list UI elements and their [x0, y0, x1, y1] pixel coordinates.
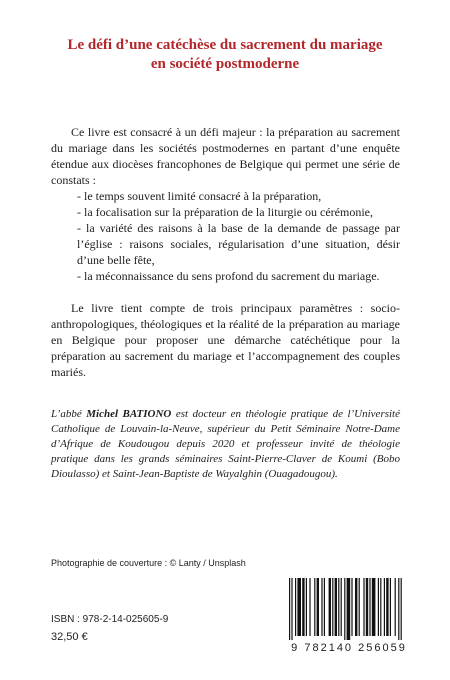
- barcode-bar: [314, 578, 315, 636]
- summary-paragraph-2: Le livre tient compte de trois principaux paramètres : socio-anthropologiques, théologiques et la réalité de la préparation au mariage en Belgique pour proposer une démarche catéchétique pour la préparation au sacrement du mariage et l’accompagnement des couples mariés.: [51, 301, 400, 379]
- book-title-line-1: Le défi d’une catéchèse du sacrement du mariage: [67, 37, 383, 53]
- barcode-bar: [369, 578, 370, 636]
- author-bio: [51, 407, 400, 482]
- book-title-line-2: en société postmoderne: [150, 56, 300, 72]
- barcode-bar: [372, 578, 376, 636]
- barcode-bar: [344, 578, 345, 640]
- barcode-bar: [321, 578, 322, 636]
- findings-list: [51, 188, 400, 284]
- barcode-bar: [338, 578, 339, 636]
- barcode-bar: [309, 578, 310, 636]
- summary-paragraph-1: Ce livre est consacré à un défi majeur : la préparation au sacrement du mariage dans les sociétés postmodernes en partant d’une enquête étendue aux diocèses francophones de Belgique qui permet une série de constats :: [51, 125, 400, 187]
- photo-credit: Photographie de couverture : © Lanty / Unsplash: [51, 558, 246, 568]
- isbn-label: ISBN : 978-2-14-025605-9: [51, 614, 169, 625]
- barcode-bar: [398, 578, 399, 640]
- book-summary: [51, 124, 400, 380]
- finding-item: - la méconnaissance du sens profond du sacrement du mariage.: [77, 269, 380, 283]
- barcode-bar: [378, 578, 379, 636]
- finding-item: - la focalisation sur la préparation de la liturgie ou cérémonie,: [77, 205, 373, 219]
- barcode-bar: [324, 578, 325, 636]
- author-bio-text: est docteur en théologie pratique de l’Université Catholique de Louvain-la-Neuve, supérieur du Petit Séminaire Notre-Dame d’Afrique de Koudougou depuis 2020 et professeur invité de théologie pratique dans les grands séminaires Saint-Pierre-Claver de Koumi (Bobo Dioulasso) et Saint-Jean-Baptiste de Wayalghin (Ouagadougou).: [51, 408, 400, 480]
- barcode-bar: [386, 578, 388, 636]
- barcode-bar: [380, 578, 381, 636]
- barcode-bar: [351, 578, 352, 636]
- barcode-bar: [401, 578, 402, 640]
- barcode-bar: [302, 578, 304, 636]
- book-title: [20, 36, 430, 74]
- barcode-bar: [366, 578, 368, 636]
- barcode-bars: [279, 578, 419, 640]
- barcode-bar: [347, 578, 351, 640]
- barcode-bar: [289, 578, 290, 640]
- price-label: 32,50 €: [51, 631, 88, 643]
- barcode-bar: [363, 578, 364, 636]
- barcode-bar: [384, 578, 385, 636]
- barcode-bar: [355, 578, 357, 636]
- barcode-bar: [332, 578, 333, 636]
- barcode-bar: [291, 578, 292, 640]
- finding-item: - la variété des raisons à la base de la demande de passage par l’église : raisons sociales, régularisation d’une situation, désir d’une belle fête,: [77, 221, 400, 267]
- barcode-bar: [317, 578, 319, 636]
- barcode-bar: [359, 578, 360, 636]
- author-name: Michel BATIONO: [86, 408, 172, 420]
- barcode-bar: [306, 578, 307, 636]
- barcode-bar: [395, 578, 396, 636]
- barcode-bar: [390, 578, 391, 636]
- barcode: [279, 578, 419, 656]
- barcode-bar: [297, 578, 301, 636]
- barcode-digits: 9 782140 256059: [291, 642, 407, 654]
- barcode-bar: [295, 578, 296, 636]
- barcode-bar: [335, 578, 337, 636]
- barcode-bar: [329, 578, 331, 636]
- finding-item: - le temps souvent limité consacré à la préparation,: [77, 189, 322, 203]
- barcode-bar: [341, 578, 342, 636]
- author-bio-prefix: L’abbé: [51, 408, 87, 420]
